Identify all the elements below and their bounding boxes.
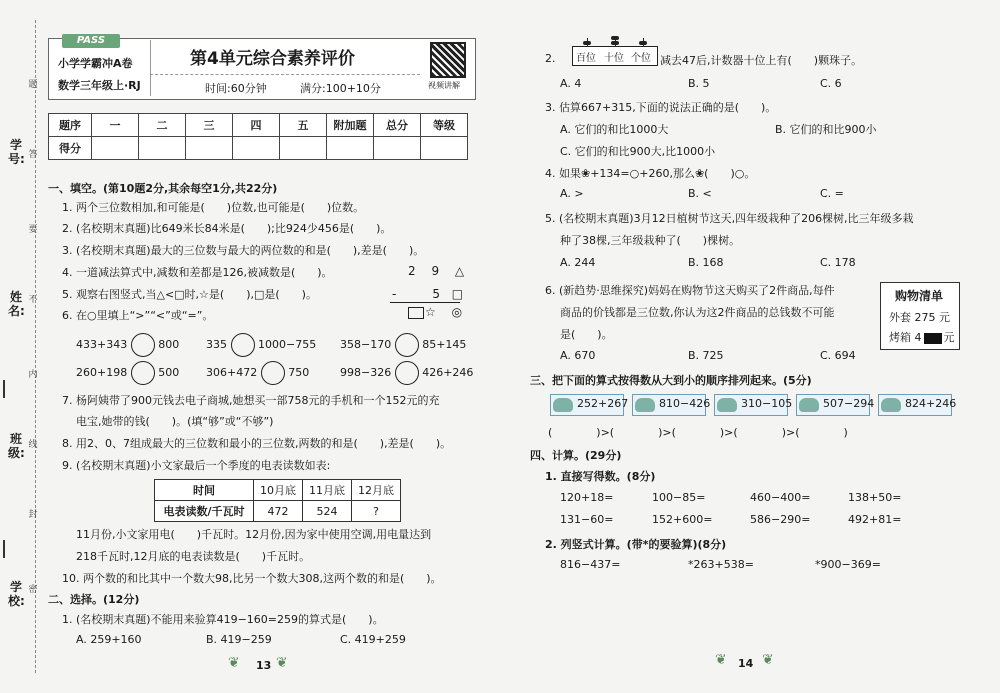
table-header: 附加题 — [327, 114, 374, 137]
table-header: 四 — [233, 114, 280, 137]
choice-5-line-2: 种了38棵,三年级栽种了( )棵树。 — [560, 234, 741, 247]
choice-6-line-2: 商品的价钱都是三位数,你认为这2件商品的总钱数不可能 — [560, 306, 835, 319]
choice-1-option-a[interactable]: A. 259+160 — [76, 633, 142, 646]
choice-3-option-b[interactable]: B. 它们的和比900小 — [775, 123, 877, 136]
choice-3-option-a[interactable]: A. 它们的和比1000大 — [560, 123, 669, 136]
cut-mark: 密 — [28, 585, 38, 595]
cut-mark: 线 — [28, 440, 38, 450]
calc-item[interactable]: 100−85= — [652, 491, 706, 504]
calc-item[interactable]: 460−400= — [750, 491, 811, 504]
cut-mark: 要 — [28, 225, 38, 235]
choice-1: 1. (名校期末真题)不能用来验算419−160=259的算式是( )。 — [62, 613, 384, 626]
compare-circle[interactable] — [261, 361, 285, 385]
calc-part-2-heading: 2. 列竖式计算。(带*的要验算)(8分) — [545, 538, 727, 551]
crab-card — [878, 394, 957, 416]
score-cell[interactable] — [139, 137, 186, 160]
binding-line — [35, 20, 36, 673]
compare-circle[interactable] — [231, 333, 255, 357]
page-title: 第4单元综合素养评价 — [190, 49, 355, 69]
question-2: 2. (名校期末真题)比649米长84米是( );比924少456是( )。 — [62, 222, 392, 235]
vertical-calc-item[interactable]: *900−369= — [815, 558, 881, 571]
series-name: 小学学霸冲A卷 — [58, 57, 133, 70]
calc-line — [390, 302, 460, 303]
choice-4: 4. 如果❀+134=○+260,那么❀( )○。 — [545, 167, 756, 180]
choice-2-option-b[interactable]: B. 5 — [688, 77, 710, 90]
calc-item[interactable]: 492+81= — [848, 513, 902, 526]
score-cell[interactable] — [233, 137, 280, 160]
table-row-label: 得分 — [49, 137, 92, 160]
calc-item[interactable]: 138+50= — [848, 491, 902, 504]
table-row — [49, 137, 468, 160]
qr-label: 视频讲解 — [428, 81, 460, 90]
table-row — [155, 480, 401, 501]
score-cell[interactable] — [280, 137, 327, 160]
crab-card — [632, 394, 711, 416]
page-number-right: 14 — [738, 657, 754, 670]
abacus-bead — [611, 36, 619, 40]
question-9-line-3: 218千瓦时,12月底的电表读数是( )千瓦时。 — [76, 550, 311, 563]
section-4-heading: 四、计算。(29分) — [530, 449, 622, 462]
score-cell[interactable] — [186, 137, 233, 160]
crab-icon — [799, 398, 819, 412]
table-header: 题序 — [49, 114, 92, 137]
abacus-label-tens: 十位 — [604, 53, 624, 64]
crab-card — [714, 394, 793, 416]
qr-code-icon[interactable] — [430, 42, 466, 78]
question-4: 4. 一道减法算式中,减数和差都是126,被减数是( )。 — [62, 266, 333, 279]
section-1-heading: 一、填空。(第10题2分,其余每空1分,共22分) — [48, 182, 278, 195]
hidden-price-block — [924, 333, 942, 344]
question-9-line-2: 11月份,小文家用电( )千瓦时。12月份,因为家中使用空调,用电量达到 — [76, 528, 432, 541]
sprout-icon: ❦ — [276, 655, 288, 671]
table-header: 二 — [139, 114, 186, 137]
order-answer-line[interactable]: ( )>( )>( )>( )>( ) — [548, 426, 848, 439]
table-header: 11月底 — [303, 480, 352, 501]
question-6: 6. 在○里填上“>”“<”或“=”。 — [62, 309, 214, 322]
student-id-label: 学号: — [8, 138, 25, 166]
compare-left: 998−326 — [340, 366, 392, 379]
crab-expression: 810−426 — [659, 397, 711, 410]
score-cell[interactable] — [374, 137, 421, 160]
cut-mark: 封 — [28, 510, 38, 520]
choice-6-line-3: 是( )。 — [560, 328, 613, 341]
vertical-calc-item[interactable]: *263+538= — [688, 558, 754, 571]
table-header: 五 — [280, 114, 327, 137]
brand-logo: PASS — [62, 34, 120, 48]
table-header: 时间 — [155, 480, 254, 501]
square-box — [408, 307, 424, 319]
choice-5-option-b[interactable]: B. 168 — [688, 256, 724, 269]
crab-icon — [635, 398, 655, 412]
shopping-item-oven: 烤箱 4 — [889, 331, 922, 344]
table-cell: 电表读数/千瓦时 — [155, 501, 254, 522]
crab-expression: 824+246 — [905, 397, 957, 410]
question-7-line-1: 7. 杨阿姨带了900元钱去电子商城,她想买一部758元的手机和一个152元的充 — [62, 394, 440, 407]
table-row — [49, 114, 468, 137]
shopping-item-coat: 外套 275 元 — [889, 311, 950, 324]
compare-circle[interactable] — [395, 361, 419, 385]
compare-right: 1000−755 — [258, 338, 317, 351]
choice-6-option-a[interactable]: A. 670 — [560, 349, 596, 362]
crab-expression: 252+267 — [577, 397, 629, 410]
table-cell: ? — [352, 501, 401, 522]
choice-4-option-b[interactable]: B. < — [688, 187, 712, 200]
abacus-figure — [572, 46, 658, 66]
choice-1-option-b[interactable]: B. 419−259 — [206, 633, 272, 646]
sprout-icon: ❦ — [228, 655, 240, 671]
compare-circle[interactable] — [131, 361, 155, 385]
abacus-bead — [583, 41, 591, 45]
fill-line[interactable] — [3, 380, 25, 398]
question-5: 5. 观察右图竖式,当△<□时,☆是( ),□是( )。 — [62, 288, 317, 301]
time-limit: 时间:60分钟 — [205, 82, 267, 95]
crab-icon — [881, 398, 901, 412]
section-3-heading: 三、把下面的算式按得数从大到小的顺序排列起来。(5分) — [530, 374, 812, 387]
question-9: 9. (名校期末真题)小文家最后一个季度的电表读数如表: — [62, 459, 331, 472]
calc-item[interactable]: 120+18= — [560, 491, 614, 504]
compare-left: 306+472 — [206, 366, 258, 379]
shopping-list-title: 购物清单 — [895, 289, 944, 303]
choice-2: 减去47后,计数器十位上有( )颗珠子。 — [660, 54, 863, 67]
cut-mark: 不 — [28, 295, 38, 305]
crab-card — [550, 394, 629, 416]
crab-expression: 507−294 — [823, 397, 875, 410]
class-label: 班级: — [8, 432, 25, 460]
question-10: 10. 两个数的和比其中一个数大98,比另一个数大308,这两个数的和是( )。 — [62, 572, 442, 585]
table-header: 等级 — [421, 114, 468, 137]
header-divider — [150, 74, 420, 75]
abacus-bead — [611, 41, 619, 45]
choice-6-option-c[interactable]: C. 694 — [820, 349, 856, 362]
abacus-label-hundreds: 百位 — [576, 53, 596, 64]
crab-icon — [717, 398, 737, 412]
section-2-heading: 二、选择。(12分) — [48, 593, 140, 606]
table-header: 三 — [186, 114, 233, 137]
shopping-list — [880, 282, 960, 350]
score-cell[interactable] — [421, 137, 468, 160]
cut-mark: 题 — [28, 80, 38, 90]
compare-circle[interactable] — [395, 333, 419, 357]
question-7-line-2: 电宝,她带的钱( )。(填“够”或“不够”) — [76, 415, 274, 428]
crab-expression: 310−105 — [741, 397, 793, 410]
compare-right: 85+145 — [422, 338, 467, 351]
choice-5-option-c[interactable]: C. 178 — [820, 256, 856, 269]
choice-2-number: 2. — [545, 52, 556, 65]
compare-circle[interactable] — [131, 333, 155, 357]
calc-item[interactable]: 131−60= — [560, 513, 614, 526]
full-score: 满分:100+10分 — [300, 82, 381, 95]
calc-part-1-heading: 1. 直接写得数。(8分) — [545, 470, 656, 483]
vertical-calc-bottom: ☆ ◎ — [425, 305, 469, 319]
question-1: 1. 两个三位数相加,和可能是( )位数,也可能是( )位数。 — [62, 201, 365, 214]
choice-4-option-c[interactable]: C. = — [820, 187, 844, 200]
sprout-icon: ❦ — [762, 652, 774, 668]
choice-2-option-a[interactable]: A. 4 — [560, 77, 582, 90]
choice-2-option-c[interactable]: C. 6 — [820, 77, 842, 90]
table-header: 10月底 — [254, 480, 303, 501]
calc-item[interactable]: 586−290= — [750, 513, 811, 526]
choice-3-option-c[interactable]: C. 它们的和比900大,比1000小 — [560, 145, 716, 158]
name-label: 姓名: — [8, 290, 25, 318]
meter-table — [154, 479, 401, 522]
choice-4-option-a[interactable]: A. > — [560, 187, 584, 200]
compare-left: 433+343 — [76, 338, 128, 351]
compare-left: 335 — [206, 338, 227, 351]
crab-icon — [553, 398, 573, 412]
question-3: 3. (名校期末真题)最大的三位数与最大的两位数的和是( ),差是( )。 — [62, 244, 425, 257]
choice-6-line-1: 6. (新趋势·思维探究)妈妈在购物节这天购买了2件商品,每件 — [545, 284, 835, 297]
table-cell: 524 — [303, 501, 352, 522]
vertical-calc-item[interactable]: 816−437= — [560, 558, 621, 571]
score-cell[interactable] — [327, 137, 374, 160]
table-header: 总分 — [374, 114, 421, 137]
score-cell[interactable] — [92, 137, 139, 160]
compare-right: 750 — [288, 366, 310, 379]
shopping-item-unit: 元 — [943, 331, 955, 344]
choice-5-line-1: 5. (名校期末真题)3月12日植树节这天,四年级栽种了206棵树,比三年级多栽 — [545, 212, 914, 225]
table-row — [155, 501, 401, 522]
crab-card — [796, 394, 875, 416]
vertical-calc-top: 2 9 △ — [408, 264, 471, 278]
compare-left: 260+198 — [76, 366, 128, 379]
question-8: 8. 用2、0、7组成最大的三位数和最小的三位数,两数的和是( ),差是( )。 — [62, 437, 452, 450]
cut-mark: 内 — [28, 370, 38, 380]
table-cell: 472 — [254, 501, 303, 522]
abacus-label-ones: 个位 — [631, 53, 651, 64]
score-table — [48, 113, 468, 160]
calc-item[interactable]: 152+600= — [652, 513, 713, 526]
grade-label: 数学三年级上·RJ — [58, 79, 141, 92]
choice-1-option-c[interactable]: C. 419+259 — [340, 633, 406, 646]
sprout-icon: ❦ — [715, 652, 727, 668]
cut-mark: 答 — [28, 150, 38, 160]
table-header: 12月底 — [352, 480, 401, 501]
compare-right: 500 — [158, 366, 180, 379]
school-label: 学校: — [8, 580, 25, 608]
fill-line[interactable] — [3, 540, 25, 558]
page-number-left: 13 — [256, 659, 272, 672]
choice-3: 3. 估算667+315,下面的说法正确的是( )。 — [545, 101, 777, 114]
header-divider — [150, 40, 151, 96]
vertical-calc-mid: - 5 □ — [392, 287, 468, 301]
compare-right: 426+246 — [422, 366, 474, 379]
choice-6-option-b[interactable]: B. 725 — [688, 349, 724, 362]
table-header: 一 — [92, 114, 139, 137]
choice-5-option-a[interactable]: A. 244 — [560, 256, 596, 269]
abacus-bead — [639, 41, 647, 45]
compare-left: 358−170 — [340, 338, 392, 351]
compare-right: 800 — [158, 338, 180, 351]
